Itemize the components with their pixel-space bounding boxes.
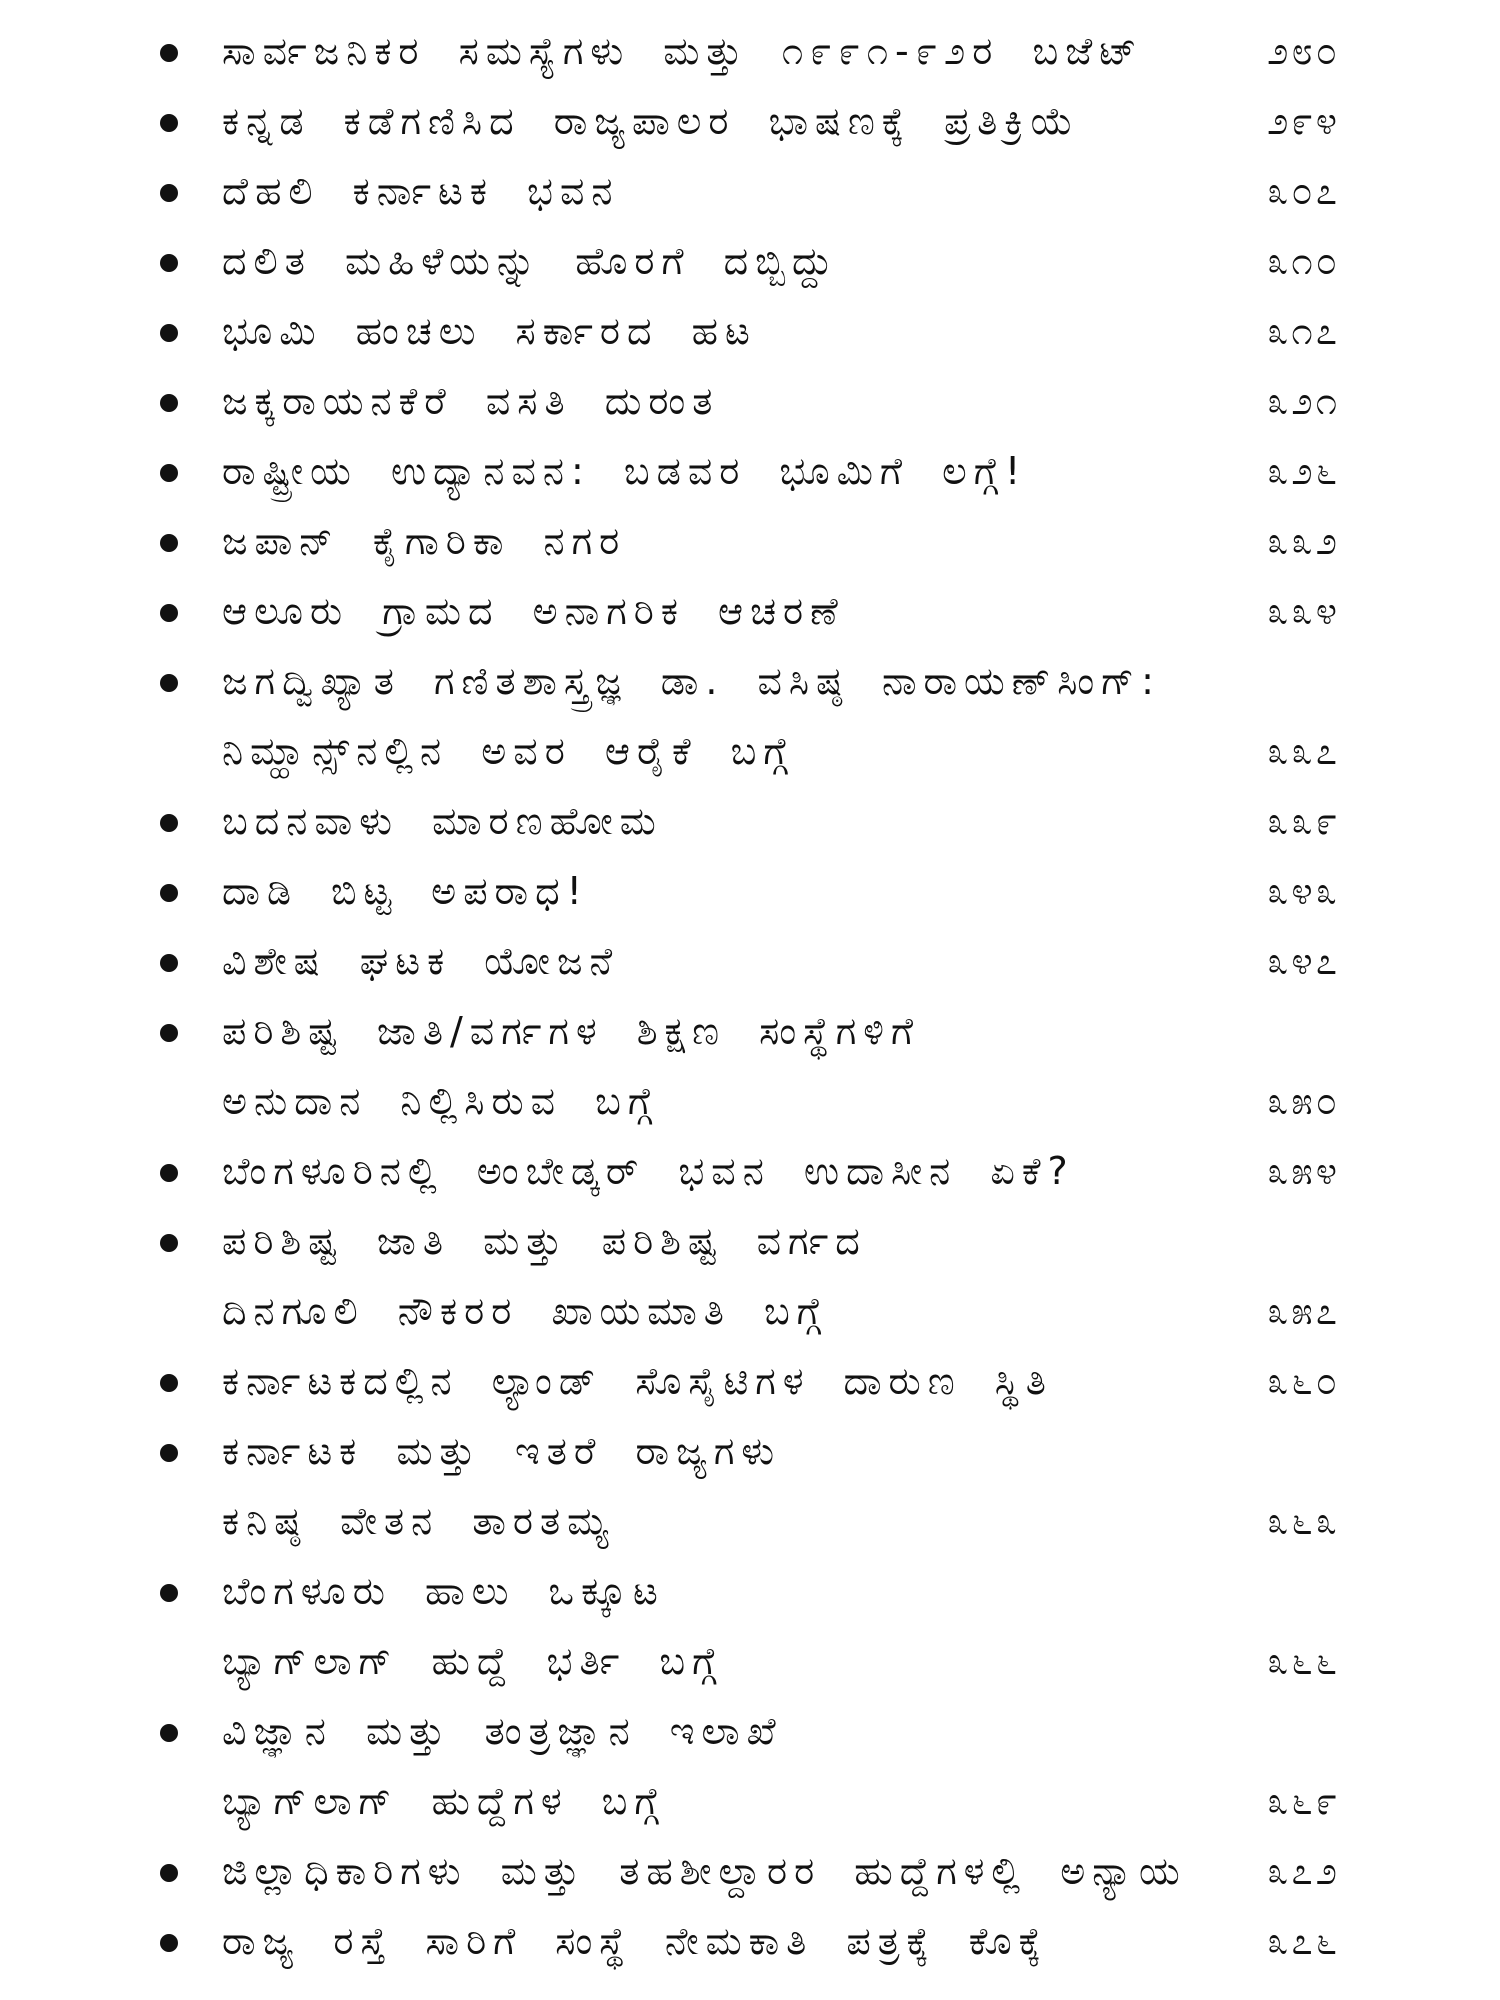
bullet-icon — [160, 1864, 178, 1882]
toc-entry-title: ಬೆಂಗಳೂರು ಹಾಲು ಒಕ್ಕೂಟ — [222, 1569, 665, 1613]
toc-entry — [150, 1696, 1350, 1836]
toc-entry-line — [150, 1136, 1350, 1206]
toc-entry-line — [150, 1696, 1350, 1766]
toc-entry-line — [150, 926, 1350, 996]
bullet-icon — [160, 534, 178, 552]
toc-entry-line — [150, 646, 1350, 716]
bullet-icon — [160, 814, 178, 832]
bullet-icon — [160, 184, 178, 202]
toc-entry-title: ದಿನಗೂಲಿ ನೌಕರರ ಖಾಯಮಾತಿ ಬಗ್ಗೆ — [222, 1289, 828, 1333]
toc-entry-page-number: ೩೩೭ — [1267, 729, 1340, 773]
toc-entry-line — [150, 716, 1350, 786]
bullet-icon — [160, 394, 178, 412]
toc-entry — [150, 1836, 1350, 1906]
bullet-icon — [160, 1374, 178, 1392]
toc-entry-page-number: ೩೭೬ — [1267, 1919, 1340, 1963]
toc-entry-line — [150, 1626, 1350, 1696]
toc-entry-title: ದಾಡಿ ಬಿಟ್ಟ ಅಪರಾಧ! — [222, 869, 589, 913]
toc-entry — [150, 506, 1350, 576]
bullet-icon — [160, 1024, 178, 1042]
toc-entry — [150, 226, 1350, 296]
toc-entry-title: ಜಕ್ಕರಾಯನಕೆರೆ ವಸತಿ ದುರಂತ — [222, 379, 720, 423]
toc-entry-page-number: ೩೪೩ — [1267, 869, 1340, 913]
bullet-icon — [160, 1234, 178, 1252]
toc-entry-title: ಬದನವಾಳು ಮಾರಣಹೋಮ — [222, 799, 663, 843]
toc-entry-line — [150, 1066, 1350, 1136]
toc-entry — [150, 1346, 1350, 1416]
toc-entry-line — [150, 506, 1350, 576]
toc-entry-title: ರಾಜ್ಯ ರಸ್ತೆ ಸಾರಿಗೆ ಸಂಸ್ಥೆ ನೇಮಕಾತಿ ಪತ್ರಕ್ಕೆ ಕೊಕ್ಕೆ — [222, 1919, 1048, 1963]
toc-entry-page-number: ೩೦೭ — [1267, 169, 1340, 213]
toc-entry — [150, 296, 1350, 366]
bullet-icon — [160, 674, 178, 692]
toc-entry-title: ಕನಿಷ್ಠ ವೇತನ ತಾರತಮ್ಯ — [222, 1499, 616, 1543]
toc-entry-title: ಅನುದಾನ ನಿಲ್ಲಿಸಿರುವ ಬಗ್ಗೆ — [222, 1079, 660, 1123]
toc-entry-line — [150, 226, 1350, 296]
bullet-icon — [160, 464, 178, 482]
toc-entry — [150, 366, 1350, 436]
toc-entry — [150, 86, 1350, 156]
toc-entry — [150, 1206, 1350, 1346]
toc-entry-title: ಸಾರ್ವಜನಿಕರ ಸಮಸ್ಯೆಗಳು ಮತ್ತು ೧೯೯೧-೯೨ರ ಬಜೆಟ್ — [222, 29, 1144, 73]
toc-entry-line — [150, 436, 1350, 506]
bullet-icon — [160, 254, 178, 272]
toc-entry-line — [150, 856, 1350, 926]
toc-entry-line — [150, 86, 1350, 156]
toc-entry-line — [150, 786, 1350, 856]
bullet-icon — [160, 884, 178, 902]
toc-entry — [150, 926, 1350, 996]
toc-entry-title: ಆಲೂರು ಗ್ರಾಮದ ಅನಾಗರಿಕ ಆಚರಣೆ — [222, 589, 845, 633]
toc-entry — [150, 1416, 1350, 1556]
table-of-contents — [150, 16, 1350, 1976]
toc-entry-title: ಕನ್ನಡ ಕಡೆಗಣಿಸಿದ ರಾಜ್ಯಪಾಲರ ಭಾಷಣಕ್ಕೆ ಪ್ರತಿಕ್ರಿಯೆ — [222, 99, 1080, 143]
toc-entry-title: ರಾಷ್ಟ್ರೀಯ ಉದ್ಯಾನವನ: ಬಡವರ ಭೂಮಿಗೆ ಲಗ್ಗೆ! — [222, 449, 1028, 493]
toc-entry-title: ದಲಿತ ಮಹಿಳೆಯನ್ನು ಹೊರಗೆ ದಬ್ಬಿದ್ದು — [222, 239, 840, 283]
toc-entry-page-number: ೩೨೧ — [1267, 379, 1340, 423]
toc-entry — [150, 786, 1350, 856]
bullet-icon — [160, 114, 178, 132]
toc-entry — [150, 1906, 1350, 1976]
toc-entry-line — [150, 576, 1350, 646]
toc-entry-page-number: ೩೬೩ — [1267, 1499, 1340, 1543]
toc-entry-title: ಬೆಂಗಳೂರಿನಲ್ಲಿ ಅಂಬೇಡ್ಕರ್ ಭವನ ಉದಾಸೀನ ಏಕೆ? — [222, 1149, 1075, 1193]
toc-entry-title: ಬ್ಯಾಗ್‌ಲಾಗ್ ಹುದ್ದೆಗಳ ಬಗ್ಗೆ — [222, 1779, 666, 1823]
toc-entry-page-number: ೩೫೪ — [1267, 1149, 1340, 1193]
toc-entry-page-number: ೩೩೨ — [1267, 519, 1340, 563]
toc-entry — [150, 16, 1350, 86]
toc-entry-line — [150, 1206, 1350, 1276]
bullet-icon — [160, 44, 178, 62]
toc-entry-page-number: ೩೧೦ — [1267, 239, 1340, 283]
toc-entry-title: ವಿಜ್ಞಾನ ಮತ್ತು ತಂತ್ರಜ್ಞಾನ ಇಲಾಖೆ — [222, 1709, 783, 1753]
bullet-icon — [160, 324, 178, 342]
toc-entry-title: ಜಪಾನ್ ಕೈಗಾರಿಕಾ ನಗರ — [222, 519, 627, 563]
bullet-icon — [160, 1934, 178, 1952]
toc-entry-page-number: ೩೬೦ — [1267, 1359, 1340, 1403]
toc-entry-title: ಪರಿಶಿಷ್ಟ ಜಾತಿ ಮತ್ತು ಪರಿಶಿಷ್ಟ ವರ್ಗದ — [222, 1219, 867, 1263]
toc-entry-line — [150, 1486, 1350, 1556]
toc-entry-page-number: ೩೧೭ — [1267, 309, 1340, 353]
toc-entry-line — [150, 1836, 1350, 1906]
toc-entry-page-number: ೩೬೬ — [1267, 1639, 1340, 1683]
toc-entry-line — [150, 1346, 1350, 1416]
bullet-icon — [160, 1444, 178, 1462]
toc-entry-line — [150, 296, 1350, 366]
toc-entry-title: ಬ್ಯಾಗ್‌ಲಾಗ್ ಹುದ್ದೆ ಭರ್ತಿ ಬಗ್ಗೆ — [222, 1639, 724, 1683]
toc-entry-line — [150, 1766, 1350, 1836]
toc-entry-line — [150, 996, 1350, 1066]
toc-entry — [150, 1556, 1350, 1696]
bullet-icon — [160, 1724, 178, 1742]
toc-entry — [150, 646, 1350, 786]
toc-entry — [150, 996, 1350, 1136]
toc-entry-title: ದೆಹಲಿ ಕರ್ನಾಟಕ ಭವನ — [222, 169, 620, 213]
bullet-icon — [160, 1584, 178, 1602]
toc-entry-page-number: ೩೬೯ — [1267, 1779, 1340, 1823]
toc-entry-line — [150, 1416, 1350, 1486]
toc-entry-line — [150, 1556, 1350, 1626]
toc-entry-title: ಜಿಲ್ಲಾಧಿಕಾರಿಗಳು ಮತ್ತು ತಹಶೀಲ್ದಾರರ ಹುದ್ದೆಗಳಲ್ಲಿ ಅನ್ಯಾಯ — [222, 1849, 1187, 1893]
toc-entry-page-number: ೩೫೭ — [1267, 1289, 1340, 1333]
toc-entry — [150, 856, 1350, 926]
toc-entry-title: ವಿಶೇಷ ಘಟಕ ಯೋಜನೆ — [222, 939, 620, 983]
toc-entry-title: ನಿಮ್ಹಾನ್ಸ್‌ನಲ್ಲಿನ ಅವರ ಆರೈಕೆ ಬಗ್ಗೆ — [222, 729, 795, 773]
toc-entry-page-number: ೩೩೪ — [1267, 589, 1340, 633]
toc-entry-title: ಜಗದ್ವಿಖ್ಯಾತ ಗಣಿತಶಾಸ್ತ್ರಜ್ಞ ಡಾ. ವಸಿಷ್ಠ ನಾರಾಯಣ್‌ಸಿಂಗ್: — [222, 659, 1161, 703]
toc-entry-line — [150, 156, 1350, 226]
toc-entry-page-number: ೩೨೬ — [1267, 449, 1340, 493]
toc-entry — [150, 576, 1350, 646]
toc-entry — [150, 156, 1350, 226]
bullet-icon — [160, 604, 178, 622]
toc-entry-page-number: ೩೭೨ — [1267, 1849, 1340, 1893]
toc-entry-line — [150, 366, 1350, 436]
bullet-icon — [160, 1164, 178, 1182]
toc-entry-title: ಭೂಮಿ ಹಂಚಲು ಸರ್ಕಾರದ ಹಟ — [222, 309, 757, 353]
toc-entry-page-number: ೨೯೪ — [1267, 99, 1340, 143]
toc-entry-page-number: ೩೫೦ — [1267, 1079, 1340, 1123]
toc-entry-page-number: ೨೮೦ — [1267, 29, 1340, 73]
toc-entry-line — [150, 1276, 1350, 1346]
toc-entry — [150, 436, 1350, 506]
toc-entry-line — [150, 16, 1350, 86]
toc-entry — [150, 1136, 1350, 1206]
bullet-icon — [160, 954, 178, 972]
toc-entry-page-number: ೩೩೯ — [1267, 799, 1340, 843]
toc-entry-page-number: ೩೪೭ — [1267, 939, 1340, 983]
toc-entry-line — [150, 1906, 1350, 1976]
toc-entry-title: ಪರಿಶಿಷ್ಟ ಜಾತಿ/ವರ್ಗಗಳ ಶಿಕ್ಷಣ ಸಂಸ್ಥೆಗಳಿಗೆ — [222, 1009, 921, 1053]
toc-entry-title: ಕರ್ನಾಟಕದಲ್ಲಿನ ಲ್ಯಾಂಡ್ ಸೊಸೈಟಿಗಳ ದಾರುಣ ಸ್ಥಿತಿ — [222, 1359, 1053, 1403]
toc-entry-title: ಕರ್ನಾಟಕ ಮತ್ತು ಇತರೆ ರಾಜ್ಯಗಳು — [222, 1429, 782, 1473]
